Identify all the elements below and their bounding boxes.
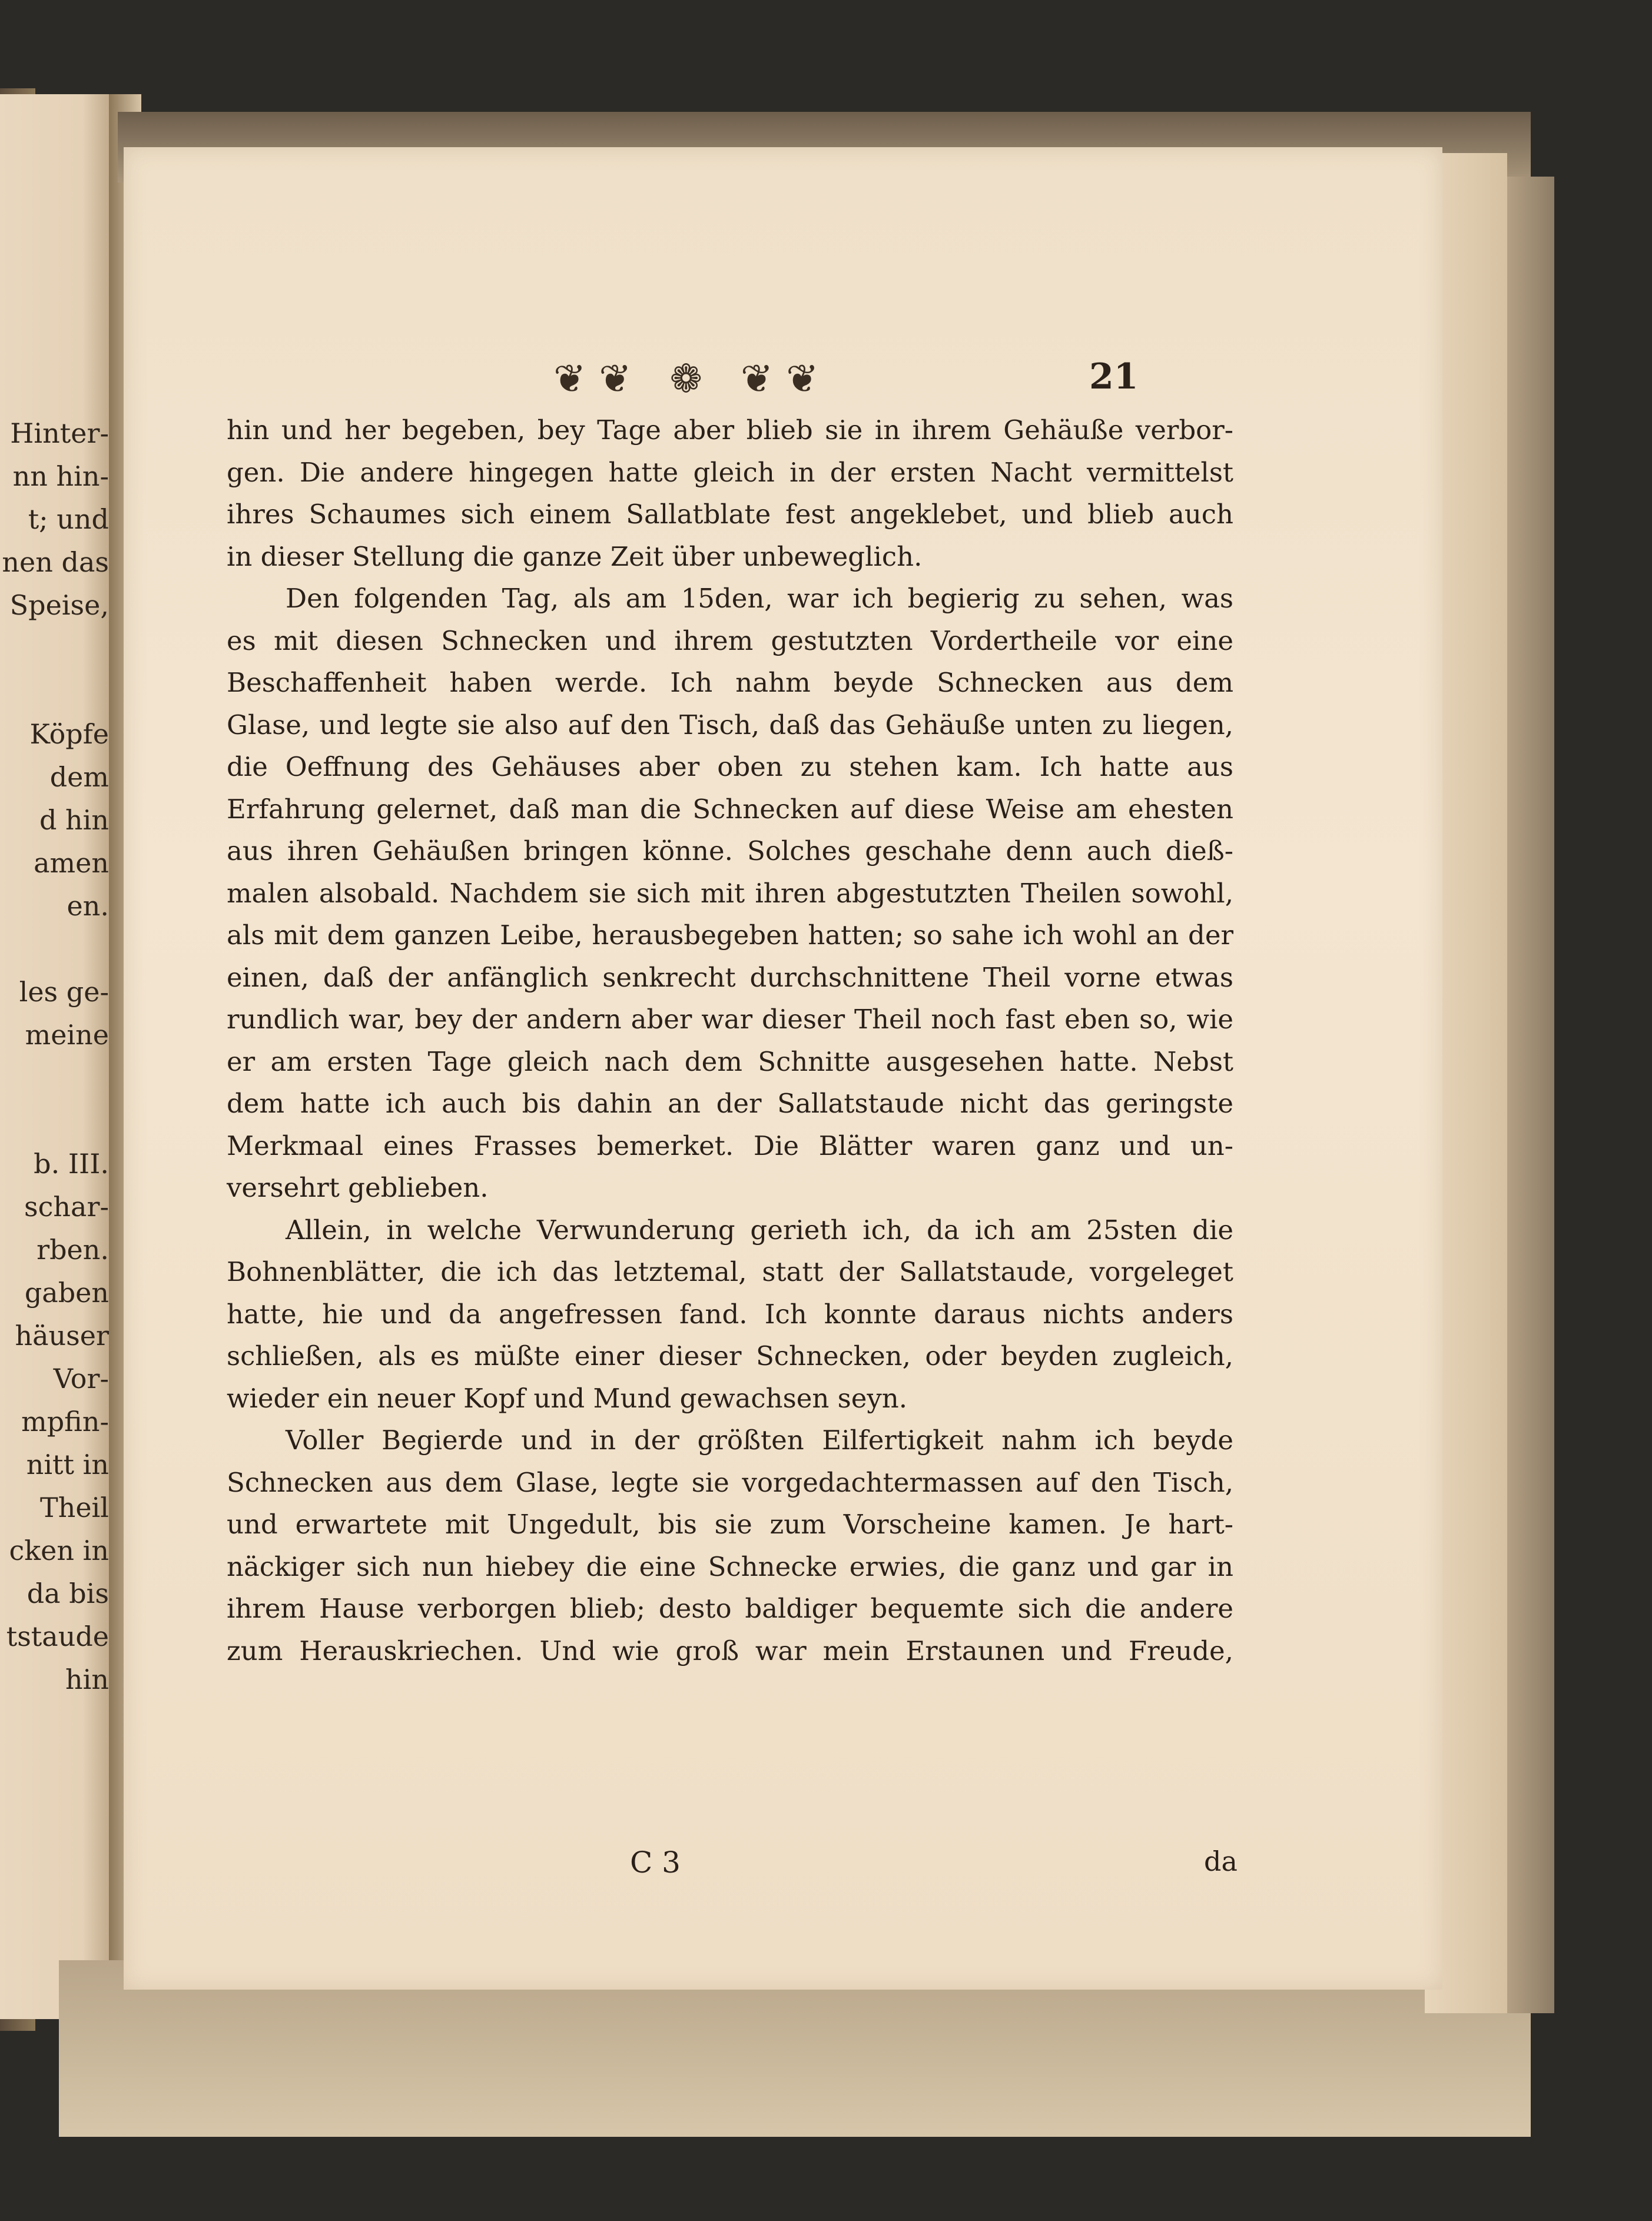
text-line: als mit dem ganzen Leibe, herausbegeben hatten; so sahe ich wohl an der	[227, 919, 1233, 951]
text-line: und erwartete mit Ungedult, bis sie zum Vorscheine kamen. Je hart-	[227, 1509, 1233, 1540]
text-line: Bohnenblätter, die ich das letztemal, statt der Sallatstaude, vorgeleget	[227, 1256, 1233, 1287]
left-line: amen	[34, 847, 109, 879]
left-line: nitt in	[26, 1449, 109, 1480]
left-line: en.	[67, 890, 109, 922]
text-line: rundlich war, bey der andern aber war dieser Theil noch fast eben so, wie	[227, 1004, 1233, 1035]
left-line: gaben	[24, 1277, 109, 1309]
text-line: einen, daß der anfänglich senkrecht durchschnittene Theil vorne etwas	[227, 961, 1233, 993]
left-line: Speise,	[9, 589, 109, 621]
left-line: Hinter-	[10, 417, 109, 449]
left-line: b. III.	[34, 1148, 109, 1180]
left-line: cken in	[9, 1535, 109, 1566]
ornament-icon: ❦❦ ❁ ❦❦	[553, 356, 832, 401]
text-line: Den folgenden Tag, als am 15den, war ich begierig zu sehen, was	[286, 583, 1233, 614]
text-line: näckiger sich nun hiebey die eine Schnecke erwies, die ganz und gar in	[227, 1551, 1233, 1582]
page-header	[124, 356, 1442, 409]
text-line: wieder ein neuer Kopf und Mund gewachsen seyn.	[227, 1382, 908, 1414]
text-line: Allein, in welche Verwunderung gerieth ich, da ich am 25sten die	[286, 1214, 1233, 1246]
left-line: Köpfe	[29, 718, 109, 750]
text-line: gen. Die andere hingegen hatte gleich in der ersten Nacht vermittelst	[227, 456, 1233, 488]
text-line: hatte, hie und da angefressen fand. Ich konnte daraus nichts anders	[227, 1298, 1233, 1330]
left-line: meine	[25, 1019, 109, 1051]
left-line	[0, 928, 109, 971]
left-line: dem	[49, 761, 109, 793]
left-line: tstaude	[6, 1621, 109, 1652]
text-line: Beschaffenheit haben werde. Ich nahm beyde Schnecken aus dem	[227, 667, 1233, 698]
text-line: in dieser Stellung die ganze Zeit über unbeweglich.	[227, 540, 923, 572]
left-line: Vor-	[53, 1363, 109, 1395]
left-page-text	[0, 412, 109, 1701]
text-line: zum Herauskriechen. Und wie groß war mein Erstaunen und Freude,	[227, 1635, 1233, 1666]
left-line: hin	[65, 1664, 109, 1695]
left-line: nn hin-	[12, 460, 109, 492]
left-line: d hin	[39, 804, 109, 836]
left-line	[0, 1100, 109, 1143]
text-line: malen alsobald. Nachdem sie sich mit ihren abgestutzten Theilen sowohl,	[227, 877, 1233, 909]
text-line: ihres Schaumes sich einem Sallatblate fest angeklebet, und blieb auch	[227, 499, 1233, 530]
page-number: 21	[1089, 356, 1139, 397]
left-line	[0, 1057, 109, 1100]
left-line: Theil	[40, 1492, 109, 1523]
text-line: Glase, und legte sie also auf den Tisch, daß das Gehäuße unten zu liegen,	[227, 709, 1233, 741]
text-line: Schnecken aus dem Glase, legte sie vorgedachtermassen auf den Tisch,	[227, 1466, 1233, 1498]
text-line: ihrem Hause verborgen blieb; desto baldiger bequemte sich die andere	[227, 1593, 1233, 1624]
left-line: rben.	[37, 1234, 109, 1266]
left-line: da bis	[26, 1578, 109, 1609]
left-line: mpfin-	[21, 1406, 109, 1437]
left-line: t; und	[28, 503, 109, 535]
text-line: aus ihren Gehäußen bringen könne. Solches geschahe denn auch dieß-	[227, 835, 1233, 867]
text-line: schließen, als es müßte einer dieser Schnecken, oder beyden zugleich,	[227, 1340, 1233, 1372]
text-line: die Oeffnung des Gehäuses aber oben zu stehen kam. Ich hatte aus	[227, 751, 1233, 782]
left-line: les ge-	[19, 976, 109, 1008]
left-line	[0, 670, 109, 713]
left-line: schar-	[24, 1191, 109, 1223]
body-text	[227, 409, 1233, 1672]
right-page	[124, 147, 1442, 1990]
left-line: nen das	[2, 546, 109, 578]
text-line: er am ersten Tage gleich nach dem Schnitte ausgesehen hatte. Nebst	[227, 1045, 1233, 1077]
left-line	[0, 627, 109, 670]
signature-mark: C 3	[630, 1845, 681, 1880]
text-line: dem hatte ich auch bis dahin an der Sallatstaude nicht das geringste	[227, 1088, 1233, 1119]
text-line: Erfahrung gelernet, daß man die Schnecken auf diese Weise am ehesten	[227, 793, 1233, 825]
text-line: versehrt geblieben.	[227, 1172, 489, 1203]
text-line: es mit diesen Schnecken und ihrem gestutzten Vordertheile vor eine	[227, 625, 1233, 656]
left-page	[0, 94, 118, 2019]
left-line: häuser	[15, 1320, 109, 1352]
text-line: Voller Begierde und in der größten Eilfertigkeit nahm ich beyde	[286, 1425, 1233, 1456]
text-line: hin und her begeben, bey Tage aber blieb sie in ihrem Gehäuße verbor-	[227, 414, 1233, 446]
text-line: Merkmaal eines Frasses bemerket. Die Blätter waren ganz und un-	[227, 1130, 1233, 1161]
catchword: da	[1204, 1845, 1238, 1877]
